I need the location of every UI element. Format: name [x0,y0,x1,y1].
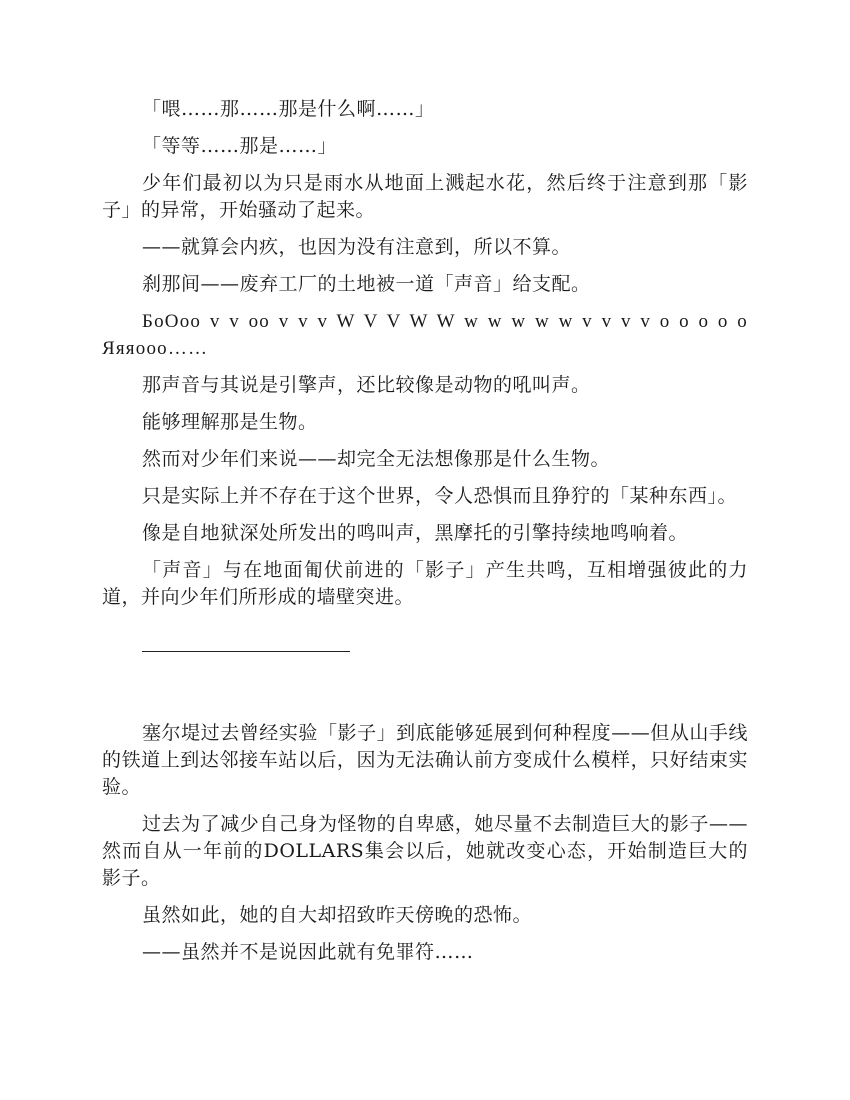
sound-effect-paragraph: БоОоо v v оо v v v W V V W W w w w w w v v v v о о о о о Яяяооо…… [102,311,748,359]
paragraph: 「喂……那……那是什么啊……」 [142,98,435,120]
document-page [102,96,748,976]
paragraph: 「声音」与在地面匍伏前进的「影子」产生共鸣，互相增强彼此的力道，并向少年们所形成的墙壁突进。 [102,559,748,608]
paragraph: 少年们最初以为只是雨水从地面上溅起水花，然后终于注意到那「影子」的异常，开始骚动了起来。 [102,172,748,221]
paragraph: 能够理解那是生物。 [142,411,318,433]
paragraph: 像是自地狱深处所发出的鸣叫声，黑摩托的引擎持续地鸣响着。 [142,522,689,544]
paragraph: 过去为了减少自己身为怪物的自卑感，她尽量不去制造巨大的影子——然而自从一年前的DOLLARS集会以后，她就改变心态，开始制造巨大的影子。 [102,813,748,889]
paragraph: 然而对少年们来说——却完全无法想像那是什么生物。 [142,448,611,470]
paragraph: ——就算会内疚，也因为没有注意到，所以不算。 [142,236,572,258]
paragraph: 刹那间——废弃工厂的土地被一道「声音」给支配。 [142,273,591,295]
paragraph: 只是实际上并不存在于这个世界，令人恐惧而且狰狞的「某种东西」。 [142,485,738,507]
section-divider [142,651,350,652]
paragraph: ——虽然并不是说因此就有免罪符…… [142,941,474,963]
paragraph: 「等等……那是……」 [142,135,338,157]
paragraph: 虽然如此，她的自大却招致昨天傍晚的恐怖。 [142,904,533,926]
paragraph: 塞尔堤过去曾经实验「影子」到底能够延展到何种程度——但从山手线的铁道上到达邻接车站以后，因为无法确认前方变成什么模样，只好结束实验。 [102,722,748,798]
paragraph: 那声音与其说是引擎声，还比较像是动物的吼叫声。 [142,374,591,396]
